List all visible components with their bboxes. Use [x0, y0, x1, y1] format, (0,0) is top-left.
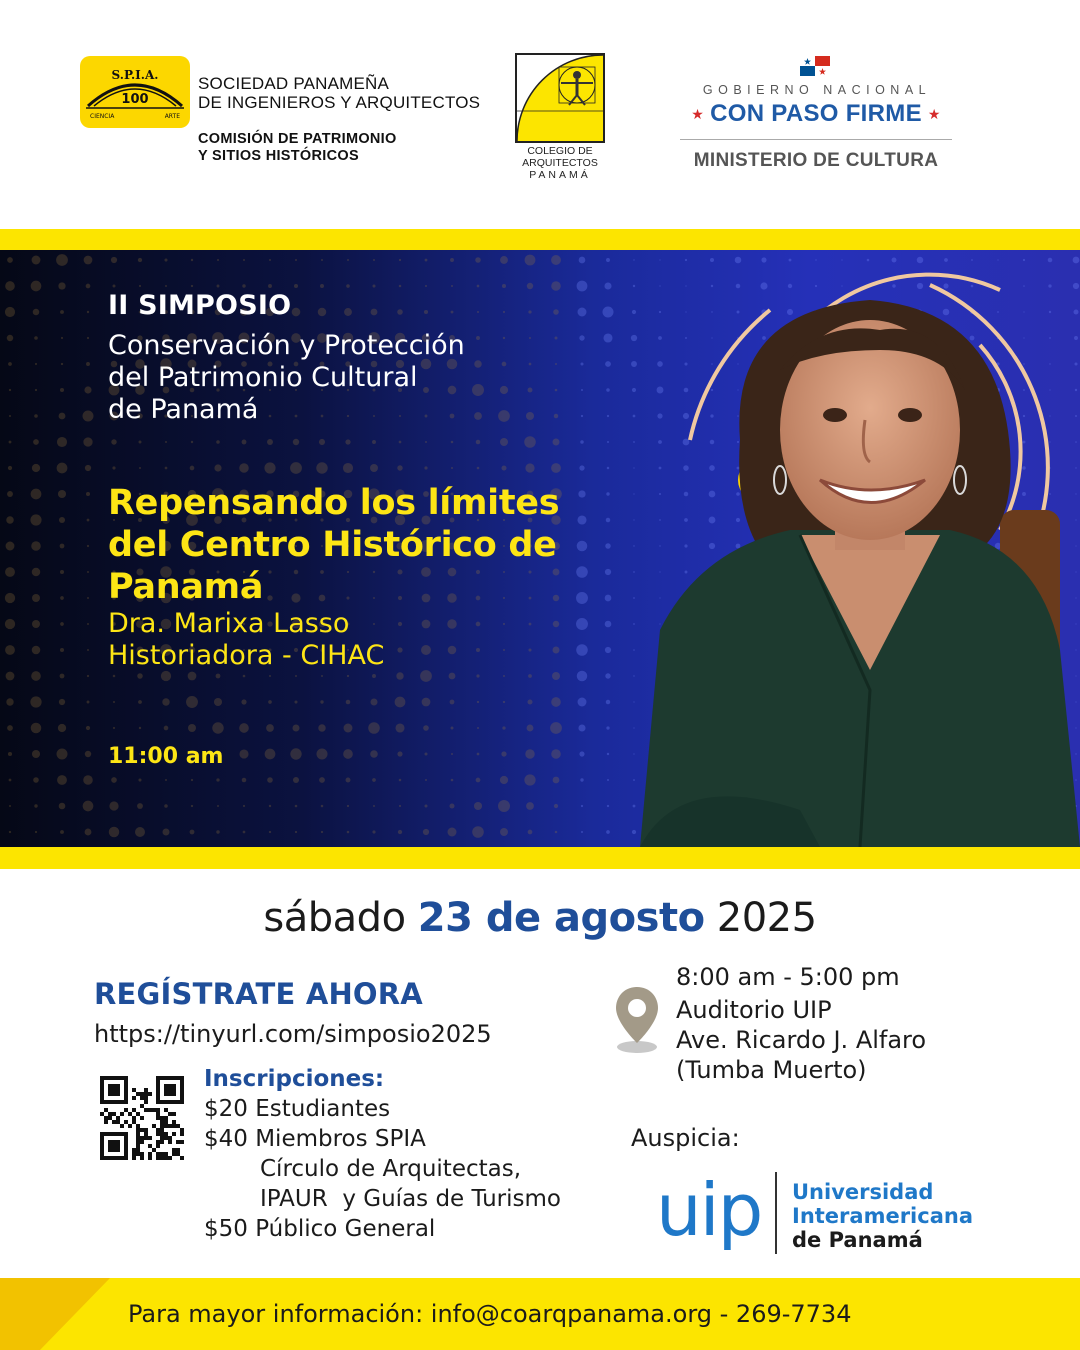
gov-line1: GOBIERNO NACIONAL [702, 83, 932, 97]
qr-code[interactable] [100, 1076, 184, 1160]
spia-name-line1: SOCIEDAD PANAMEÑA [198, 74, 390, 93]
register-link[interactable]: https://tinyurl.com/simposio2025 [94, 1020, 492, 1048]
date-day: sábado [263, 895, 406, 941]
spia-commission [198, 131, 397, 165]
uip-name-line2: Interamericana [792, 1204, 973, 1228]
subtitle-line2: del Patrimonio Cultural [108, 362, 418, 393]
speaker-info [108, 608, 384, 672]
venue-hours: 8:00 am - 5:00 pm [676, 963, 900, 991]
spia-name-line2: DE INGENIEROS Y ARQUITECTOS [198, 93, 481, 112]
uip-name-line1: Universidad [792, 1180, 934, 1204]
fee-line-members-cont1: Círculo de Arquitectas, [260, 1156, 522, 1182]
spia-badge-letters: S.P.I.A. [111, 68, 159, 82]
spia-badge-number: 100 [121, 92, 149, 107]
speaker-name: Dra. Marixa Lasso [108, 608, 350, 639]
star-icon: ★ [691, 106, 705, 123]
date-year: 2025 [716, 895, 817, 941]
spia-logo [80, 56, 190, 128]
uip-divider [775, 1172, 777, 1254]
footer [0, 1278, 1080, 1350]
spia-commission-line1: COMISIÓN DE PATRIMONIO [198, 131, 397, 147]
spia-badge-left-word: CIENCIA [90, 113, 115, 120]
gov-line2-text: CON PASO FIRME [710, 100, 922, 127]
venue-place: Auditorio UIP [676, 996, 832, 1024]
event-date [0, 895, 1080, 941]
talk-time: 11:00 am [108, 744, 224, 769]
subtitle-line1: Conservación y Protección [108, 330, 465, 361]
uip-logo-name [792, 1180, 973, 1252]
symposium-title: II SIMPOSIO [108, 290, 292, 321]
talk-line3: Panamá [108, 567, 264, 607]
cap-logo [515, 53, 605, 143]
spia-commission-line2: Y SITIOS HISTÓRICOS [198, 148, 359, 164]
banner [0, 250, 1080, 847]
gov-divider [680, 139, 952, 140]
fee-line-students: $20 Estudiantes [204, 1096, 391, 1122]
venue-street: Ave. Ricardo J. Alfaro [676, 1026, 927, 1054]
yellow-bar-bottom [0, 847, 1080, 869]
spia-name [198, 74, 480, 112]
subtitle-line3: de Panamá [108, 394, 259, 425]
fees-heading: Inscripciones: [204, 1066, 385, 1092]
uip-name-line3: de Panamá [792, 1228, 923, 1252]
sponsor-label: Auspicia: [631, 1124, 740, 1152]
talk-line2: del Centro Histórico de [108, 525, 557, 565]
cap-text-line2: ARQUITECTOS [522, 157, 598, 169]
talk-title [108, 482, 668, 608]
cap-text [515, 145, 605, 181]
fee-line-members-cont2: IPAUR y Guías de Turismo [260, 1186, 561, 1212]
star-icon: ★ [927, 106, 941, 123]
venue-area: (Tumba Muerto) [676, 1056, 867, 1084]
yellow-bar-top [0, 229, 1080, 250]
spia-badge-right-word: ARTE [164, 113, 180, 120]
fee-line-members: $40 Miembros SPIA [204, 1126, 426, 1152]
location-pin-icon [612, 985, 662, 1055]
talk-line1: Repensando los límites [108, 483, 560, 523]
header-logos [0, 0, 1080, 230]
symposium-subtitle [108, 330, 568, 426]
footer-contact: Para mayor información: info@coarqpanama.org - 269-7734 [128, 1300, 852, 1328]
panama-flag-icon [800, 56, 830, 76]
gov-line2 [680, 100, 952, 128]
speaker-role: Historiadora - CIHAC [108, 640, 385, 671]
register-heading: REGÍSTRATE AHORA [94, 977, 423, 1011]
fee-line-general: $50 Público General [204, 1216, 436, 1242]
cap-text-line3: PANAMÁ [529, 169, 591, 181]
uip-logo-mark: uip [656, 1168, 762, 1252]
gov-line3: MINISTERIO DE CULTURA [693, 150, 939, 171]
date-main: 23 de agosto [417, 895, 705, 941]
speaker-portrait [620, 250, 1080, 847]
cap-text-line1: COLEGIO DE [527, 145, 593, 157]
